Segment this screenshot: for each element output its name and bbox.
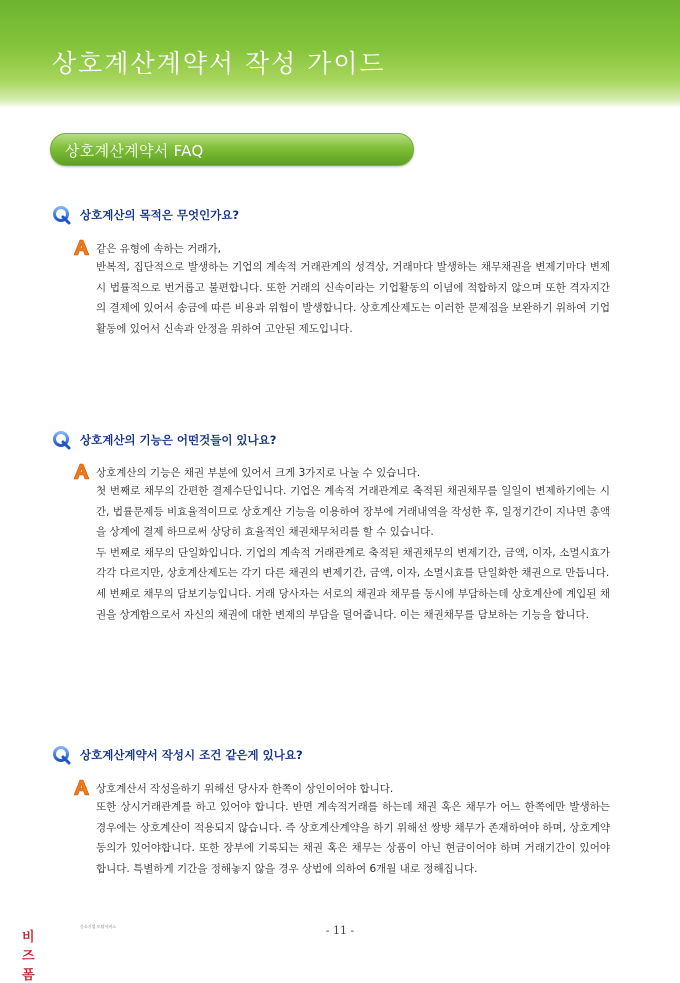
question-text: 상호계산의 기능은 어떤것들이 있나요? <box>80 433 277 447</box>
answer-paragraph: 세 번째로 채무의 담보기능입니다. 거래 당사자는 서로의 채권과 채무를 동시에 부담하는데 상호계산에 계입된 채권을 상계함으로서 자신의 채권에 대한 변제의 부담을 덜어줍니다. 이는 채권채무를 담보하는 기능을 합니다. <box>96 587 610 621</box>
section-title-pill <box>50 133 414 166</box>
q-icon <box>52 205 72 225</box>
answer-paragraph: 두 번째로 채무의 단일화입니다. 기업의 계속적 거래관계로 축적된 채권채무의 변제기간, 금액, 이자, 소멸시효가 각각 다르지만, 상호계산제도는 각기 다른 채권의 변제기간, 금액, 이자, 소멸시효를 단일화한 채권으로 만듭니다. <box>96 546 610 580</box>
a-icon <box>72 778 90 796</box>
answer-body <box>96 481 610 625</box>
answer-paragraph: 또한 상시거래관계를 하고 있어야 합니다. 반면 계속적거래를 하는데 채권 혹은 채무가 어느 한쪽에만 발생하는 경우에는 상호계산이 적용되지 않습니다. 즉 상호계산계약을 하기 위해선 쌍방 채무가 존재하여야 하며, 상호계약동의가 있어야합니다. 또한 장부에 기록되는 채권 혹은 채무는 상품이 아닌 현금이어야 하며 거래기간이 있어야 합니다. 특별하게 기간을 정해놓지 않을 경우 상법에 의하여 6개월 내로 정해집니다. <box>96 801 610 875</box>
a-icon <box>72 462 90 480</box>
section-title: 상호계산계약서 FAQ <box>65 142 204 160</box>
answer-lead: 상호계산의 기능은 채권 부분에 있어서 크게 3가지로 나눌 수 있습니다. <box>96 467 421 479</box>
answer-paragraph: 반복적, 집단적으로 발생하는 기업의 계속적 거래관계의 성격상, 거래마다 발생하는 채무채권을 변제기마다 변제 시 법률적으로 번거롭고 불편합니다. 또한 거래의 신속이라는 기업활동의 이념에 적합하지 않으며 또한 격자지간의 결제에 있어서 송금에 따른 비용과 위험이 발생합니다. 상호계산제도는 이러한 문제점을 보완하기 위하여 기업활동에 있어서 신속과 안정을 위하여 고안된 제도입니다. <box>96 261 610 335</box>
a-icon <box>72 238 90 256</box>
logo-text: 비즈폼 <box>22 930 36 983</box>
answer-paragraph: 첫 번째로 채무의 간편한 결제수단입니다. 기업은 계속적 거래관계로 축적된 채권채무를 일일이 변제하기에는 시간, 법률문제등 비효율적이므로 상호계산 기능을 이용하여 장부에 거래내역을 작성한 후, 일정기간이 지나면 총액을 상계에 결제 하므로써 상당히 효율적인 채권채무처리를 할 수 있습니다. <box>96 485 610 539</box>
answer-body <box>96 257 610 339</box>
question-text: 상호계산의 목적은 무엇인가요? <box>80 208 240 222</box>
question-text: 상호계산계약서 작성시 조건 같은게 있나요? <box>80 748 303 762</box>
logo-tagline: 중소기업 토탈서비스 <box>80 924 117 929</box>
page-title: 상호계산계약서 작성 가이드 <box>52 49 386 78</box>
answer-lead: 같은 유형에 속하는 거래가, <box>96 243 221 255</box>
q-icon <box>52 430 72 450</box>
page-number: - 11 - <box>325 924 355 937</box>
answer-lead: 상호계산서 작성을하기 위해선 당사자 한쪽이 상인이어야 합니다. <box>96 783 394 795</box>
answer-body <box>96 797 610 879</box>
q-icon <box>52 745 72 765</box>
